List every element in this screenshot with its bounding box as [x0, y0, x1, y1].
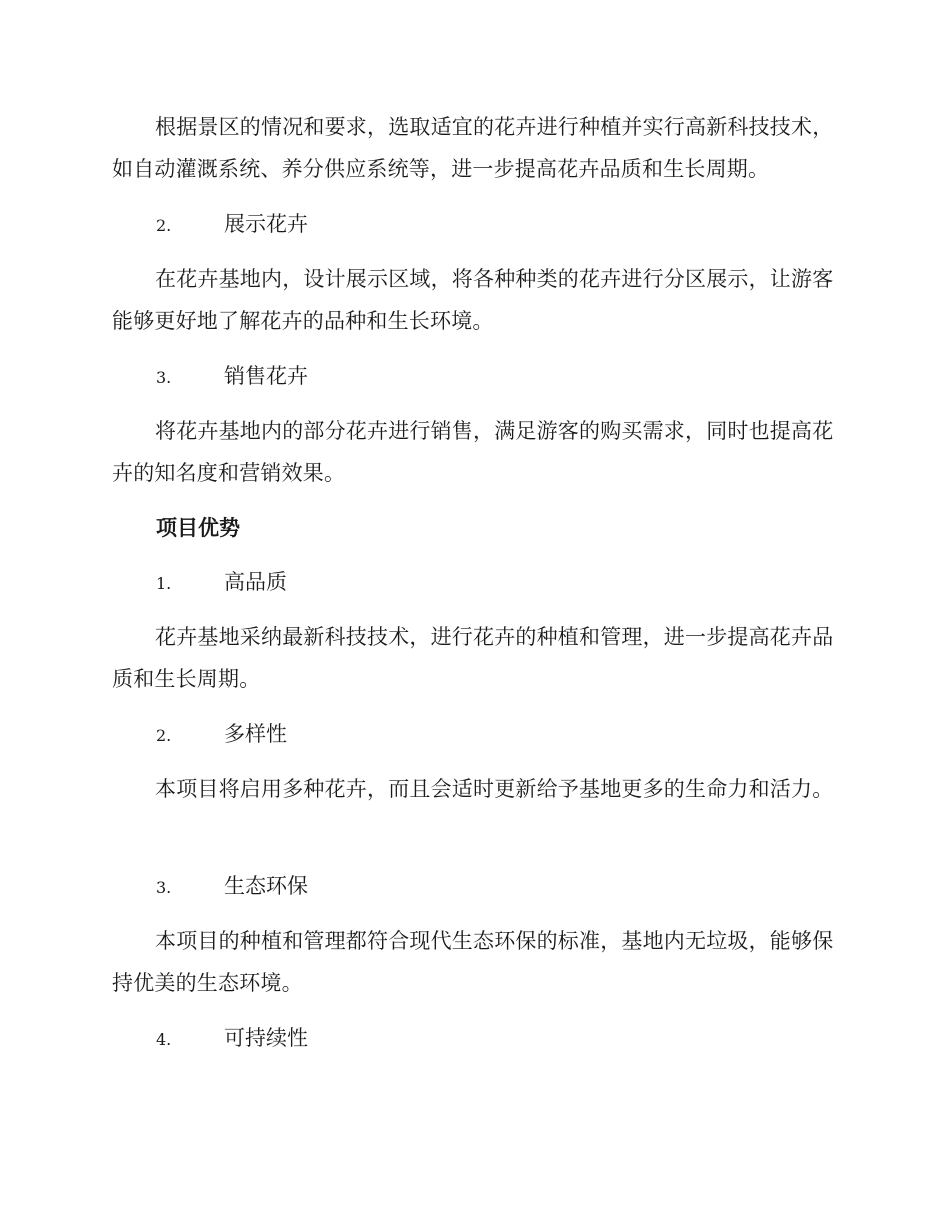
paragraph-high-quality: 花卉基地采纳最新科技技术，进行花卉的种植和管理，进一步提高花卉品质和生长周期。 — [112, 625, 834, 691]
list-item-number: 1. — [156, 574, 172, 593]
paragraph-diversity: 本项目将启用多种花卉，而且会适时更新给予基地更多的生命力和活力。 — [155, 777, 834, 801]
list-item-title: 展示花卉 — [224, 212, 308, 236]
list-item-sell-flowers — [156, 361, 308, 393]
list-item-number: 3. — [156, 368, 172, 387]
list-item-diversity — [156, 719, 287, 751]
paragraph-sales: 将花卉基地内的部分花卉进行销售，满足游客的购买需求，同时也提高花卉的知名度和营销效果。 — [112, 419, 834, 485]
list-item-sustainability — [156, 1023, 308, 1055]
list-item-title: 高品质 — [224, 570, 287, 594]
paragraph-display-area: 在花卉基地内，设计展示区域，将各种种类的花卉进行分区展示，让游客能够更好地了解花卉的品种和生长环境。 — [112, 267, 834, 333]
list-item-title: 销售花卉 — [224, 364, 308, 388]
list-item-display-flowers — [156, 209, 308, 241]
list-item-eco-friendly — [156, 871, 308, 903]
list-item-title: 可持续性 — [224, 1026, 308, 1050]
paragraph-planting-technology: 根据景区的情况和要求，选取适宜的花卉进行种植并实行高新科技技术，如自动灌溉系统、养分供应系统等，进一步提高花卉品质和生长周期。 — [112, 115, 834, 181]
section-heading-project-advantages: 项目优势 — [156, 516, 240, 540]
list-item-title: 生态环保 — [224, 874, 308, 898]
list-item-number: 2. — [156, 726, 172, 745]
paragraph-eco-friendly: 本项目的种植和管理都符合现代生态环保的标准，基地内无垃圾，能够保持优美的生态环境。 — [112, 929, 834, 995]
list-item-number: 4. — [156, 1030, 172, 1049]
list-item-high-quality — [156, 567, 287, 599]
list-item-title: 多样性 — [224, 722, 287, 746]
list-item-number: 3. — [156, 878, 172, 897]
list-item-number: 2. — [156, 216, 172, 235]
